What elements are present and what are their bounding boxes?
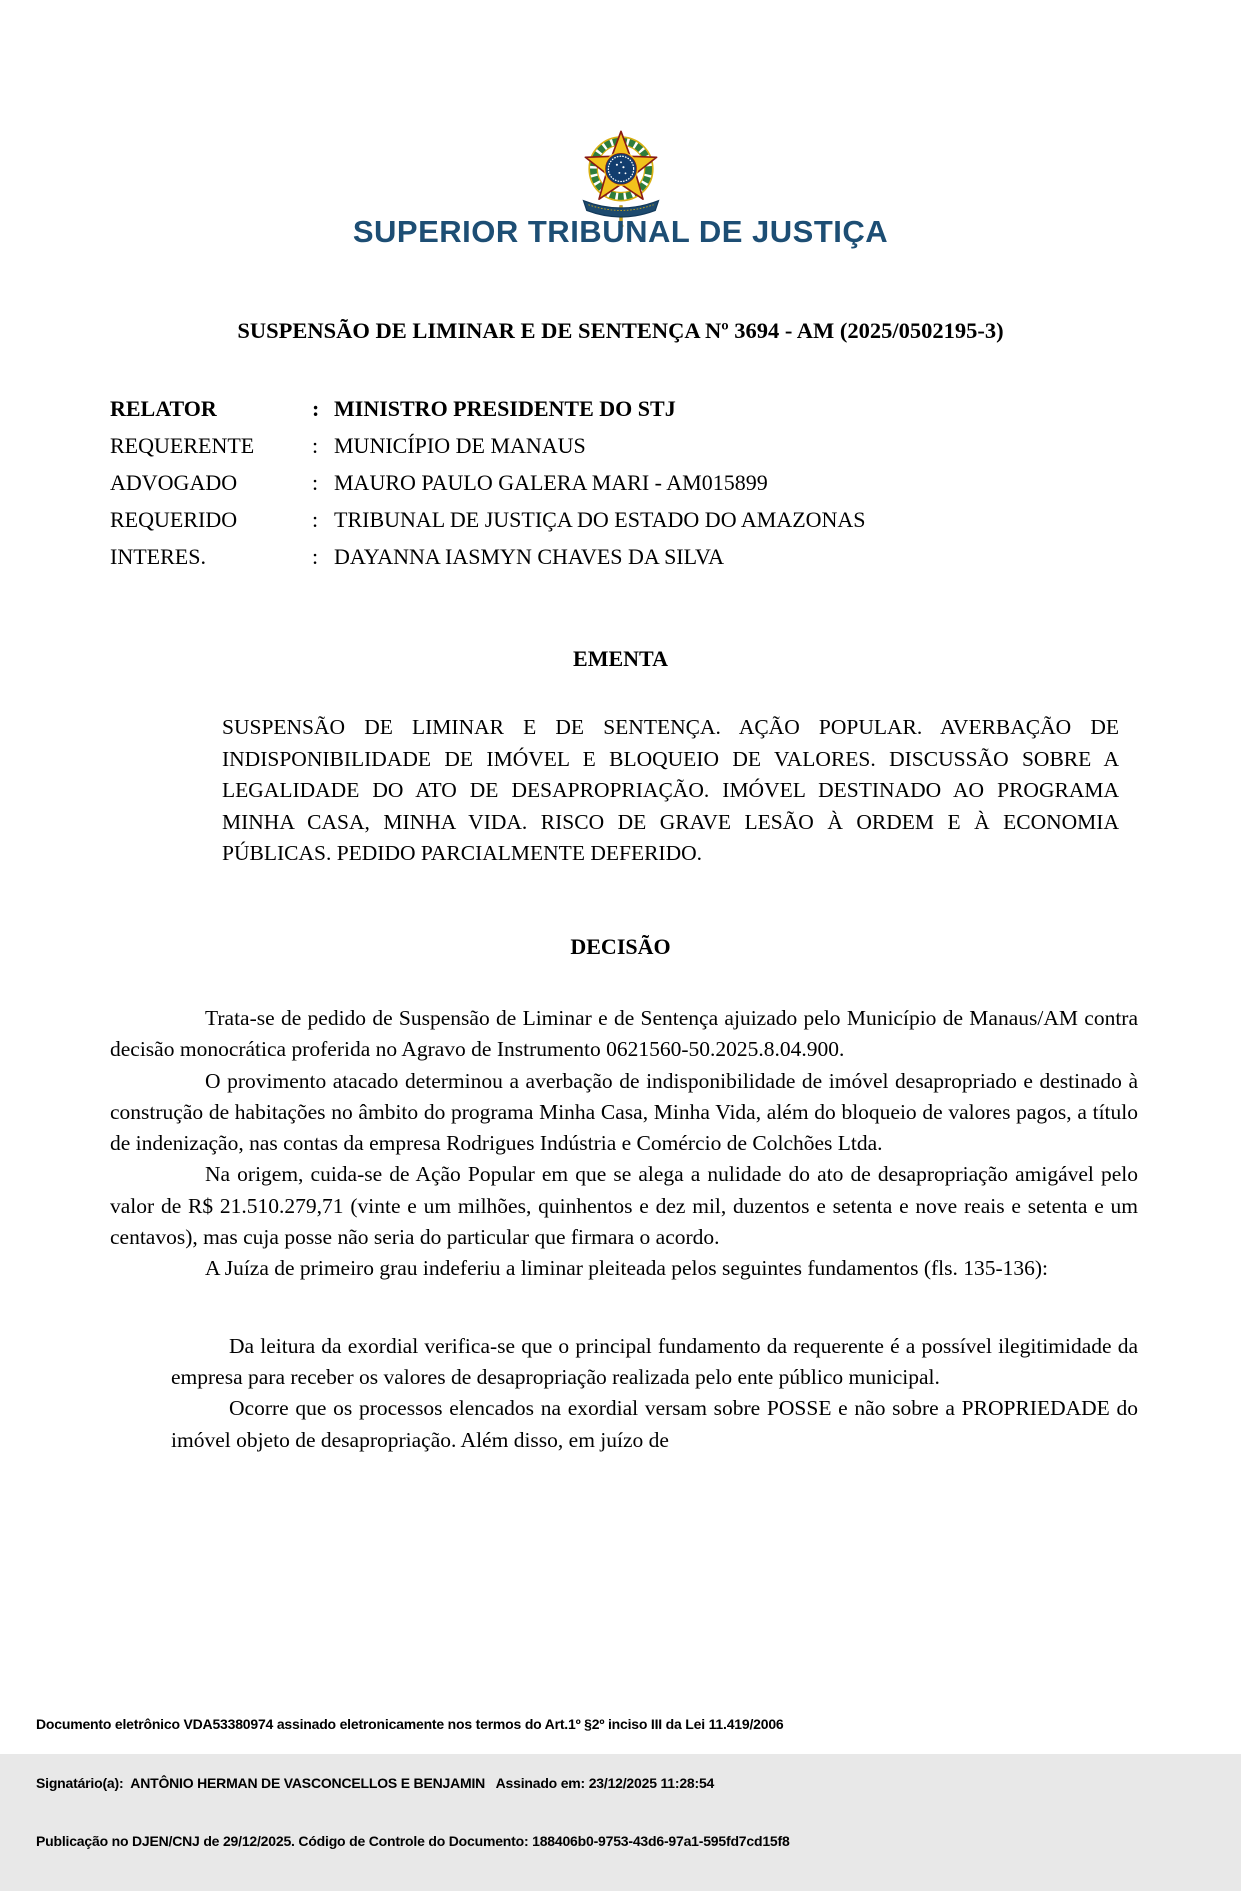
decision-body <box>110 1003 1138 1456</box>
party-row-interessado <box>110 538 1141 575</box>
party-separator: : <box>312 433 319 458</box>
party-value: MUNICÍPIO DE MANAUS <box>334 433 586 458</box>
case-caption: SUSPENSÃO DE LIMINAR E DE SENTENÇA Nº 3694 - AM (2025/0502195-3) <box>237 318 1004 343</box>
footer-signatory-line: Signatário(a): ANTÔNIO HERMAN DE VASCONCELLOS E BENJAMIN Assinado em: 23/12/2025 11:28:54 <box>36 1774 715 1791</box>
party-row-relator <box>110 390 1141 427</box>
party-label: RELATOR <box>110 396 217 421</box>
party-row-requerente <box>110 427 1141 464</box>
party-label: ADVOGADO <box>110 470 238 495</box>
quote-paragraph: Ocorre que os processos elencados na exordial versam sobre POSSE e não sobre a PROPRIEDADE do imóvel objeto de desapropriação. Além disso, em juízo de <box>171 1396 1138 1452</box>
ementa-text: SUSPENSÃO DE LIMINAR E DE SENTENÇA. AÇÃO POPULAR. AVERBAÇÃO DE INDISPONIBILIDADE DE IMÓVEL E BLOQUEIO DE VALORES. DISCUSSÃO SOBRE A LEGALIDADE DO ATO DE DESAPROPRIAÇÃO. IMÓVEL DESTINADO AO PROGRAMA MINHA CASA, MINHA VIDA. RISCO DE GRAVE LESÃO À ORDEM E À ECONOMIA PÚBLICAS. PEDIDO PARCIALMENTE DEFERIDO. <box>222 715 1119 865</box>
decision-paragraph: Na origem, cuida-se de Ação Popular em que se alega a nulidade do ato de desapropriação amigável pelo valor de R$ 21.510.279,71 (vinte e um milhões, quinhentos e dez mil, duzentos e setenta e nove reais e setenta e um centavos), mas cuja posse não seria do particular que firmara o acordo. <box>110 1162 1138 1250</box>
parties-list <box>110 390 1141 575</box>
decisao-heading: DECISÃO <box>570 934 671 959</box>
party-separator: : <box>312 544 319 569</box>
party-label: INTERES. <box>110 544 206 569</box>
party-row-requerido <box>110 501 1141 538</box>
footer-publication-line: Publicação no DJEN/CNJ de 29/12/2025. Código de Controle do Documento: 188406b0-9753-43d6-97a1-595fd7cd15f8 <box>36 1833 790 1849</box>
party-value: TRIBUNAL DE JUSTIÇA DO ESTADO DO AMAZONAS <box>334 507 866 532</box>
party-separator: : <box>312 507 319 532</box>
signature-footer <box>36 1676 1213 1891</box>
decision-paragraph: Trata-se de pedido de Suspensão de Liminar e de Sentença ajuizado pelo Município de Manaus/AM contra decisão monocrática proferida no Agravo de Instrumento 0621560-50.2025.8.04.900. <box>110 1006 1138 1062</box>
party-row-advogado <box>110 464 1141 501</box>
decision-paragraph: A Juíza de primeiro grau indeferiu a liminar pleiteada pelos seguintes fundamentos (fls. 135-136): <box>205 1256 1049 1281</box>
quoted-excerpt <box>171 1331 1138 1456</box>
footer-signature-line: Documento eletrônico VDA53380974 assinado eletronicamente nos termos do Art.1º §2º inciso III da Lei 11.419/2006 <box>36 1716 784 1732</box>
party-value: MAURO PAULO GALERA MARI - AM015899 <box>334 470 768 495</box>
party-separator: : <box>312 470 319 495</box>
court-name: SUPERIOR TRIBUNAL DE JUSTIÇA <box>352 214 889 249</box>
decision-paragraph: O provimento atacado determinou a averbação de indisponibilidade de imóvel desapropriado e destinado à construção de habitações no âmbito do programa Minha Casa, Minha Vida, além do bloqueio de valores pagos, a título de indenização, nas contas da empresa Rodrigues Indústria e Comércio de Colchões Ltda. <box>110 1068 1138 1156</box>
party-label: REQUERENTE <box>110 433 255 458</box>
quote-paragraph: Da leitura da exordial verifica-se que o principal fundamento da requerente é a possível ilegitimidade da empresa para receber os valores de desapropriação realizada pelo ente público municipal. <box>171 1333 1138 1389</box>
party-value: DAYANNA IASMYN CHAVES DA SILVA <box>334 544 724 569</box>
party-label: REQUERIDO <box>110 507 238 532</box>
party-value: MINISTRO PRESIDENTE DO STJ <box>334 396 676 421</box>
party-separator: : <box>312 396 320 421</box>
ementa-heading: EMENTA <box>573 646 668 671</box>
